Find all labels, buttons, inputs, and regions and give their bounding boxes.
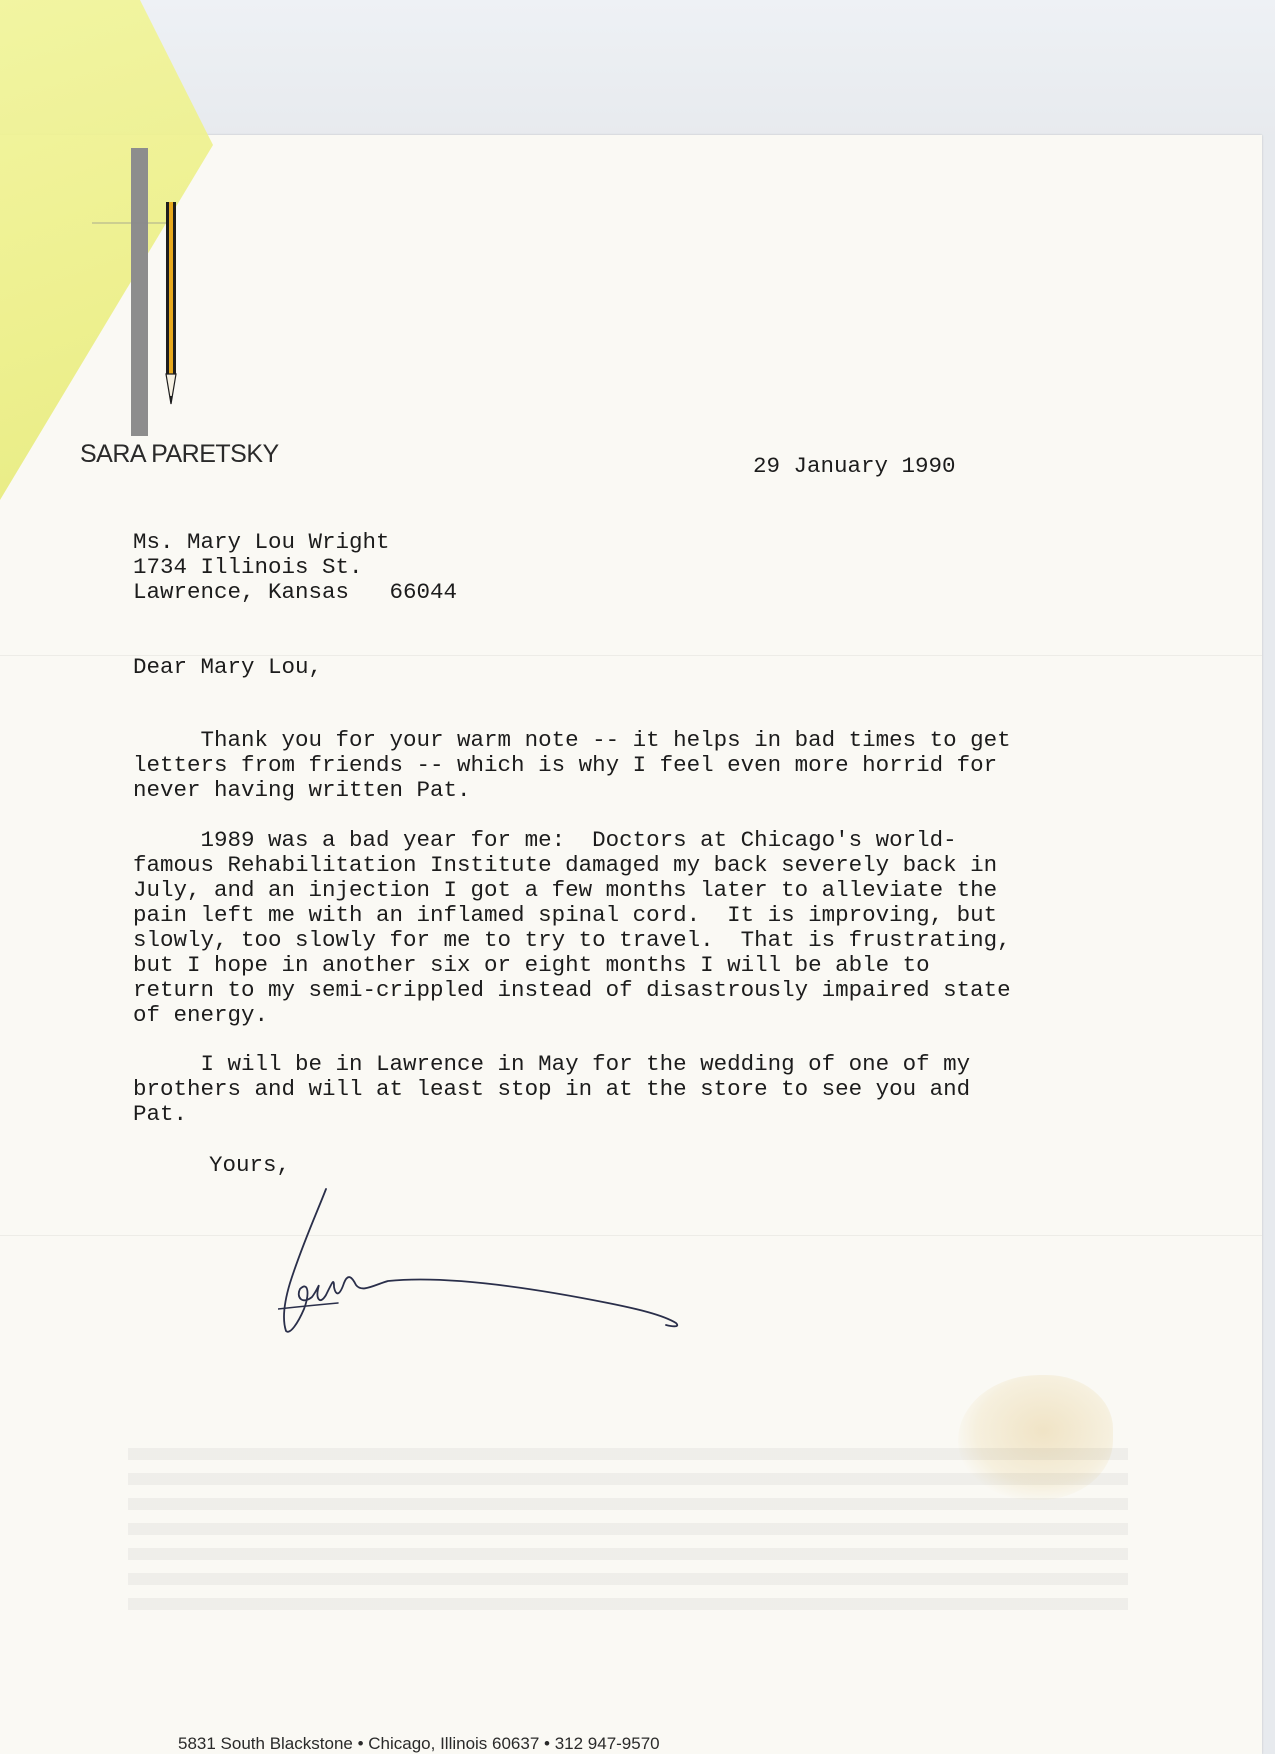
recipient-street: 1734 Illinois St. [133, 554, 363, 580]
body-paragraph: 1989 was a bad year for me: Doctors at Chicago's world- famous Rehabilitation Institute damaged my back severely back in July, and an injection I got a few months later to alleviate the pain left me with an inflamed spinal cord. It is improving, but slowly, too slowly for me to try to travel. That is frustrating, but I hope in another six or eight months I will be able to return to my semi-crippled instead of disastrously impaired state of energy. [133, 827, 1011, 1028]
letterhead-name: SARA PARETSKY [80, 440, 279, 468]
recipient-city: Lawrence, Kansas 66044 [133, 579, 458, 605]
handwritten-signature [278, 1185, 688, 1345]
body-paragraph: Thank you for your warm note -- it helps in bad times to get letters from friends -- which is why I feel even more horrid for never having written Pat. [133, 727, 1011, 803]
letterhead-logo-bar [131, 148, 148, 436]
recipient-address [133, 530, 457, 605]
closing: Yours, [209, 1152, 291, 1178]
pencil-logo-icon [163, 202, 179, 407]
letterhead-logo-bar-shadow [92, 222, 172, 224]
letterhead-footer-address: 5831 South Blackstone • Chicago, Illinois 60637 • 312 947-9570 [178, 1734, 660, 1753]
body-paragraph: I will be in Lawrence in May for the wedding of one of my brothers and will at least stop in at the store to see you and Pat. [133, 1051, 971, 1127]
salutation: Dear Mary Lou, [133, 654, 323, 680]
letter-date: 29 January 1990 [753, 453, 956, 479]
ink-bleed-through [128, 1448, 1128, 1618]
recipient-name: Ms. Mary Lou Wright [133, 529, 390, 555]
